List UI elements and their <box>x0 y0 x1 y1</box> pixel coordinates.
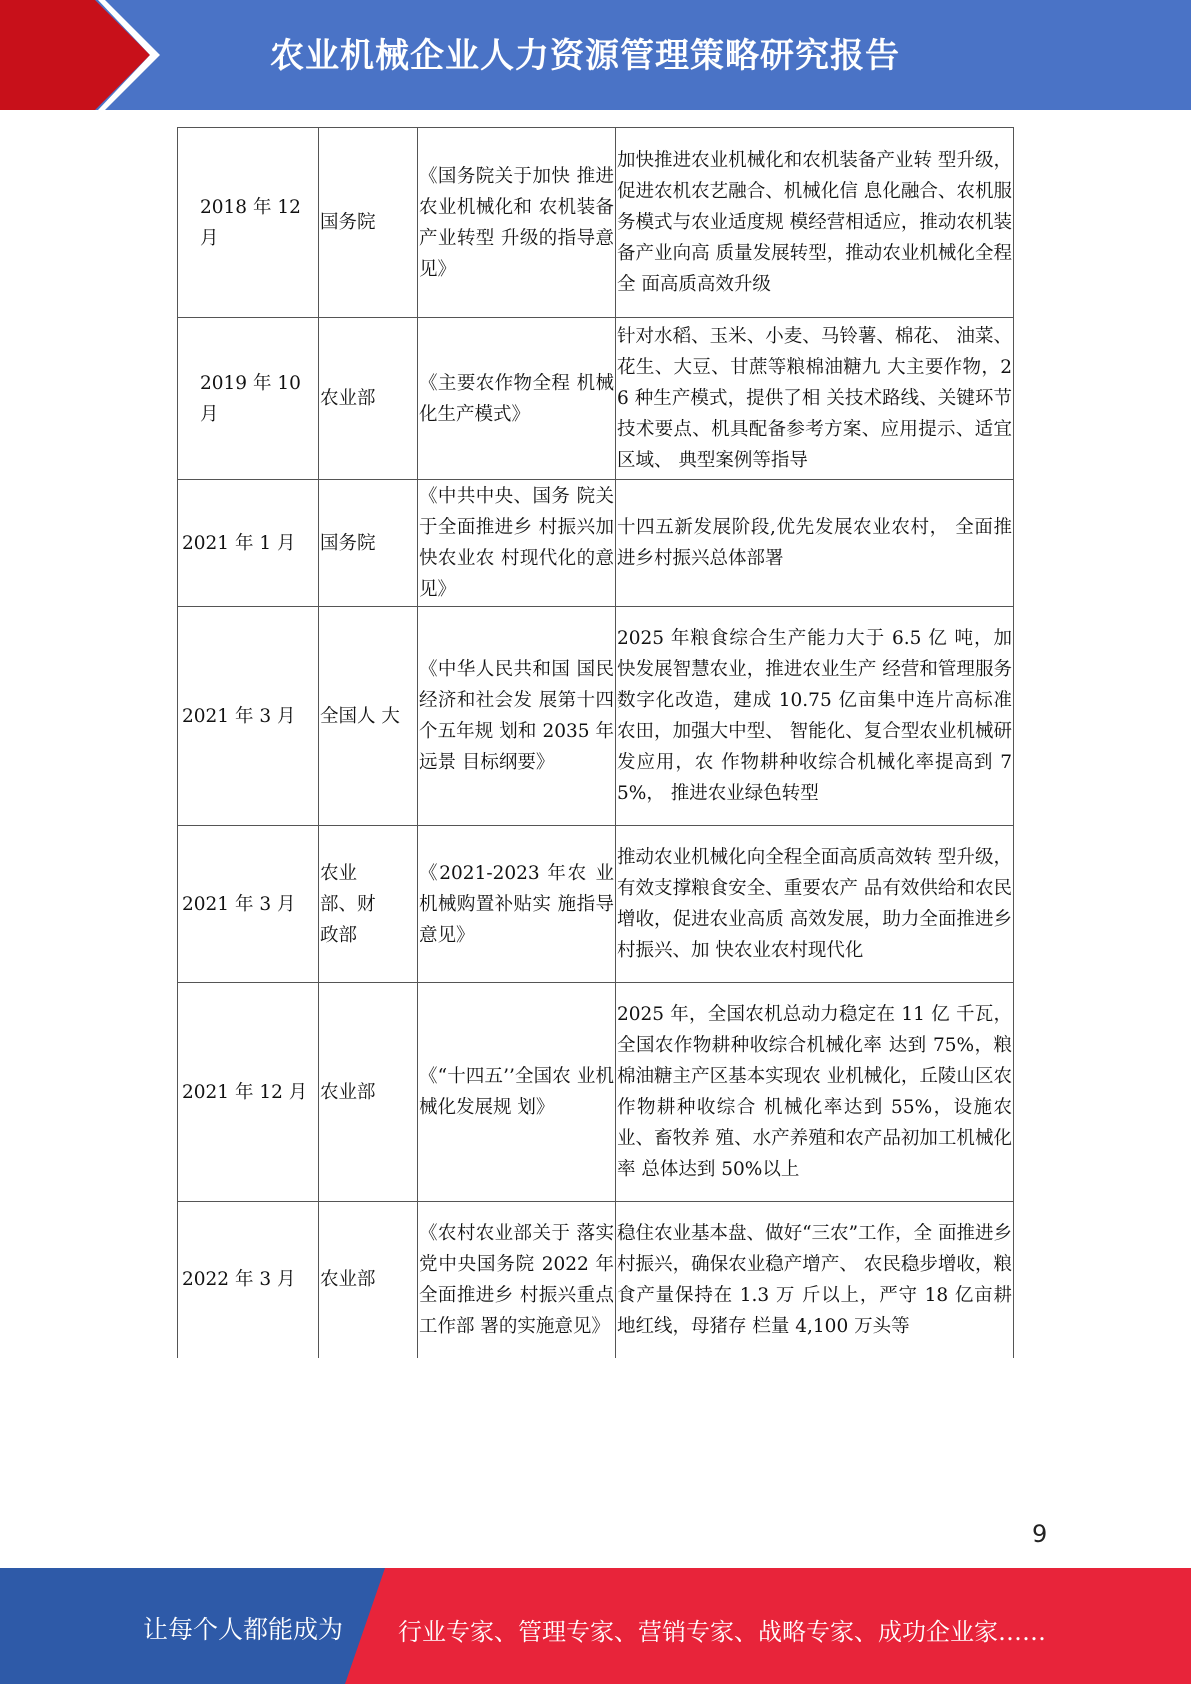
page-footer <box>0 1568 1191 1684</box>
department-cell: 国务院 <box>319 128 418 318</box>
table-row <box>178 318 1014 480</box>
table-row <box>178 826 1014 983</box>
date-cell: 2019 年 10 月 <box>178 318 319 480</box>
table-row <box>178 1202 1014 1358</box>
page-header <box>0 0 1191 110</box>
document-cell: 《国务院关于加快 推进农业机械化和 农机装备产业转型 升级的指导意见》 <box>418 128 616 318</box>
department-cell: 全国人 大 <box>319 607 418 826</box>
content-cell: 十四五新发展阶段,优先发展农业农村， 全面推进乡村振兴总体部署 <box>616 480 1014 607</box>
document-cell: 《2021-2023 年农 业机械购置补贴实 施指导意见》 <box>418 826 616 983</box>
document-cell: 《主要农作物全程 机械化生产模式》 <box>418 318 616 480</box>
footer-slogan-left: 让每个人都能成为 <box>143 1615 344 1644</box>
content-cell: 加快推进农业机械化和农机装备产业转 型升级，促进农机农艺融合、机械化信 息化融合、农机服务模式与农业适度规 模经营相适应，推动农机装备产业向高 质量发展转型，推动农业机械化全程全 面高质高效升级 <box>616 128 1014 318</box>
content-cell: 推动农业机械化向全程全面高质高效转 型升级，有效支撑粮食安全、重要农产 品有效供给和农民增收，促进农业高质 高效发展，助力全面推进乡村振兴、加 快农业农村现代化 <box>616 826 1014 983</box>
document-cell: 《中华人民共和国 国民经济和社会发 展第十四个五年规 划和 2035 年远景 目标纲要》 <box>418 607 616 826</box>
date-cell: 2021 年 3 月 <box>178 607 319 826</box>
department-cell: 国务院 <box>319 480 418 607</box>
department-cell: 农业部 <box>319 318 418 480</box>
date-cell: 2021 年 12 月 <box>178 983 319 1202</box>
report-title: 农业机械企业人力资源管理策略研究报告 <box>270 36 900 76</box>
document-cell: 《“十四五’’全国农 业机械化发展规 划》 <box>418 983 616 1202</box>
department-cell: 农业部 <box>319 1202 418 1358</box>
table-row <box>178 480 1014 607</box>
document-cell: 《农村农业部关于 落实党中央国务院 2022 年全面推进乡 村振兴重点工作部 署的实施意见》 <box>418 1202 616 1358</box>
date-cell: 2021 年 3 月 <box>178 826 319 983</box>
document-cell: 《中共中央、国务 院关于全面推进乡 村振兴加快农业农 村现代化的意见》 <box>418 480 616 607</box>
department-cell: 农业部 <box>319 983 418 1202</box>
content-cell: 2025 年粮食综合生产能力大于 6.5 亿 吨，加快发展智慧农业，推进农业生产 经营和管理服务数字化改造，建成 10.75 亿亩集中连片高标准农田，加强大中型、 智能化、复合型农业机械研发应用，农 作物耕种收综合机械化率提高到 75%， 推进农业绿色转型 <box>616 607 1014 826</box>
department-cell: 农业部、财政部 <box>319 826 418 983</box>
date-cell: 2022 年 3 月 <box>178 1202 319 1358</box>
date-cell: 2018 年 12 月 <box>178 128 319 318</box>
content-cell: 稳住农业基本盘、做好“三农”工作，全 面推进乡村振兴，确保农业稳产增产、 农民稳步增收，粮食产量保持在 1.3 万 斤以上，严守 18 亿亩耕地红线，母猪存 栏量 4,100 万头等 <box>616 1202 1014 1358</box>
content-cell: 2025 年，全国农机总动力稳定在 11 亿 千瓦，全国农作物耕种收综合机械化率 达到 75%，粮棉油糖主产区基本实现农 业机械化，丘陵山区农作物耕种收综合 机械化率达到 55%，设施农业、畜牧养 殖、水产养殖和农产品初加工机械化率 总体达到 50%以上 <box>616 983 1014 1202</box>
content-cell: 针对水稻、玉米、小麦、马铃薯、棉花、 油菜、花生、大豆、甘蔗等粮棉油糖九 大主要作物，26 种生产模式，提供了相 关技术路线、关键环节技术要点、机具配备参考方案、应用提示、适宜区域、 典型案例等指导 <box>616 318 1014 480</box>
date-cell: 2021 年 1 月 <box>178 480 319 607</box>
table-row <box>178 607 1014 826</box>
table-row <box>178 128 1014 318</box>
header-red-chevron <box>0 0 150 110</box>
footer-slogan-right: 行业专家、管理专家、营销专家、战略专家、成功企业家…… <box>398 1618 1046 1646</box>
policy-table <box>177 127 1014 1358</box>
page-number: 9 <box>1032 1520 1048 1548</box>
table-row <box>178 983 1014 1202</box>
